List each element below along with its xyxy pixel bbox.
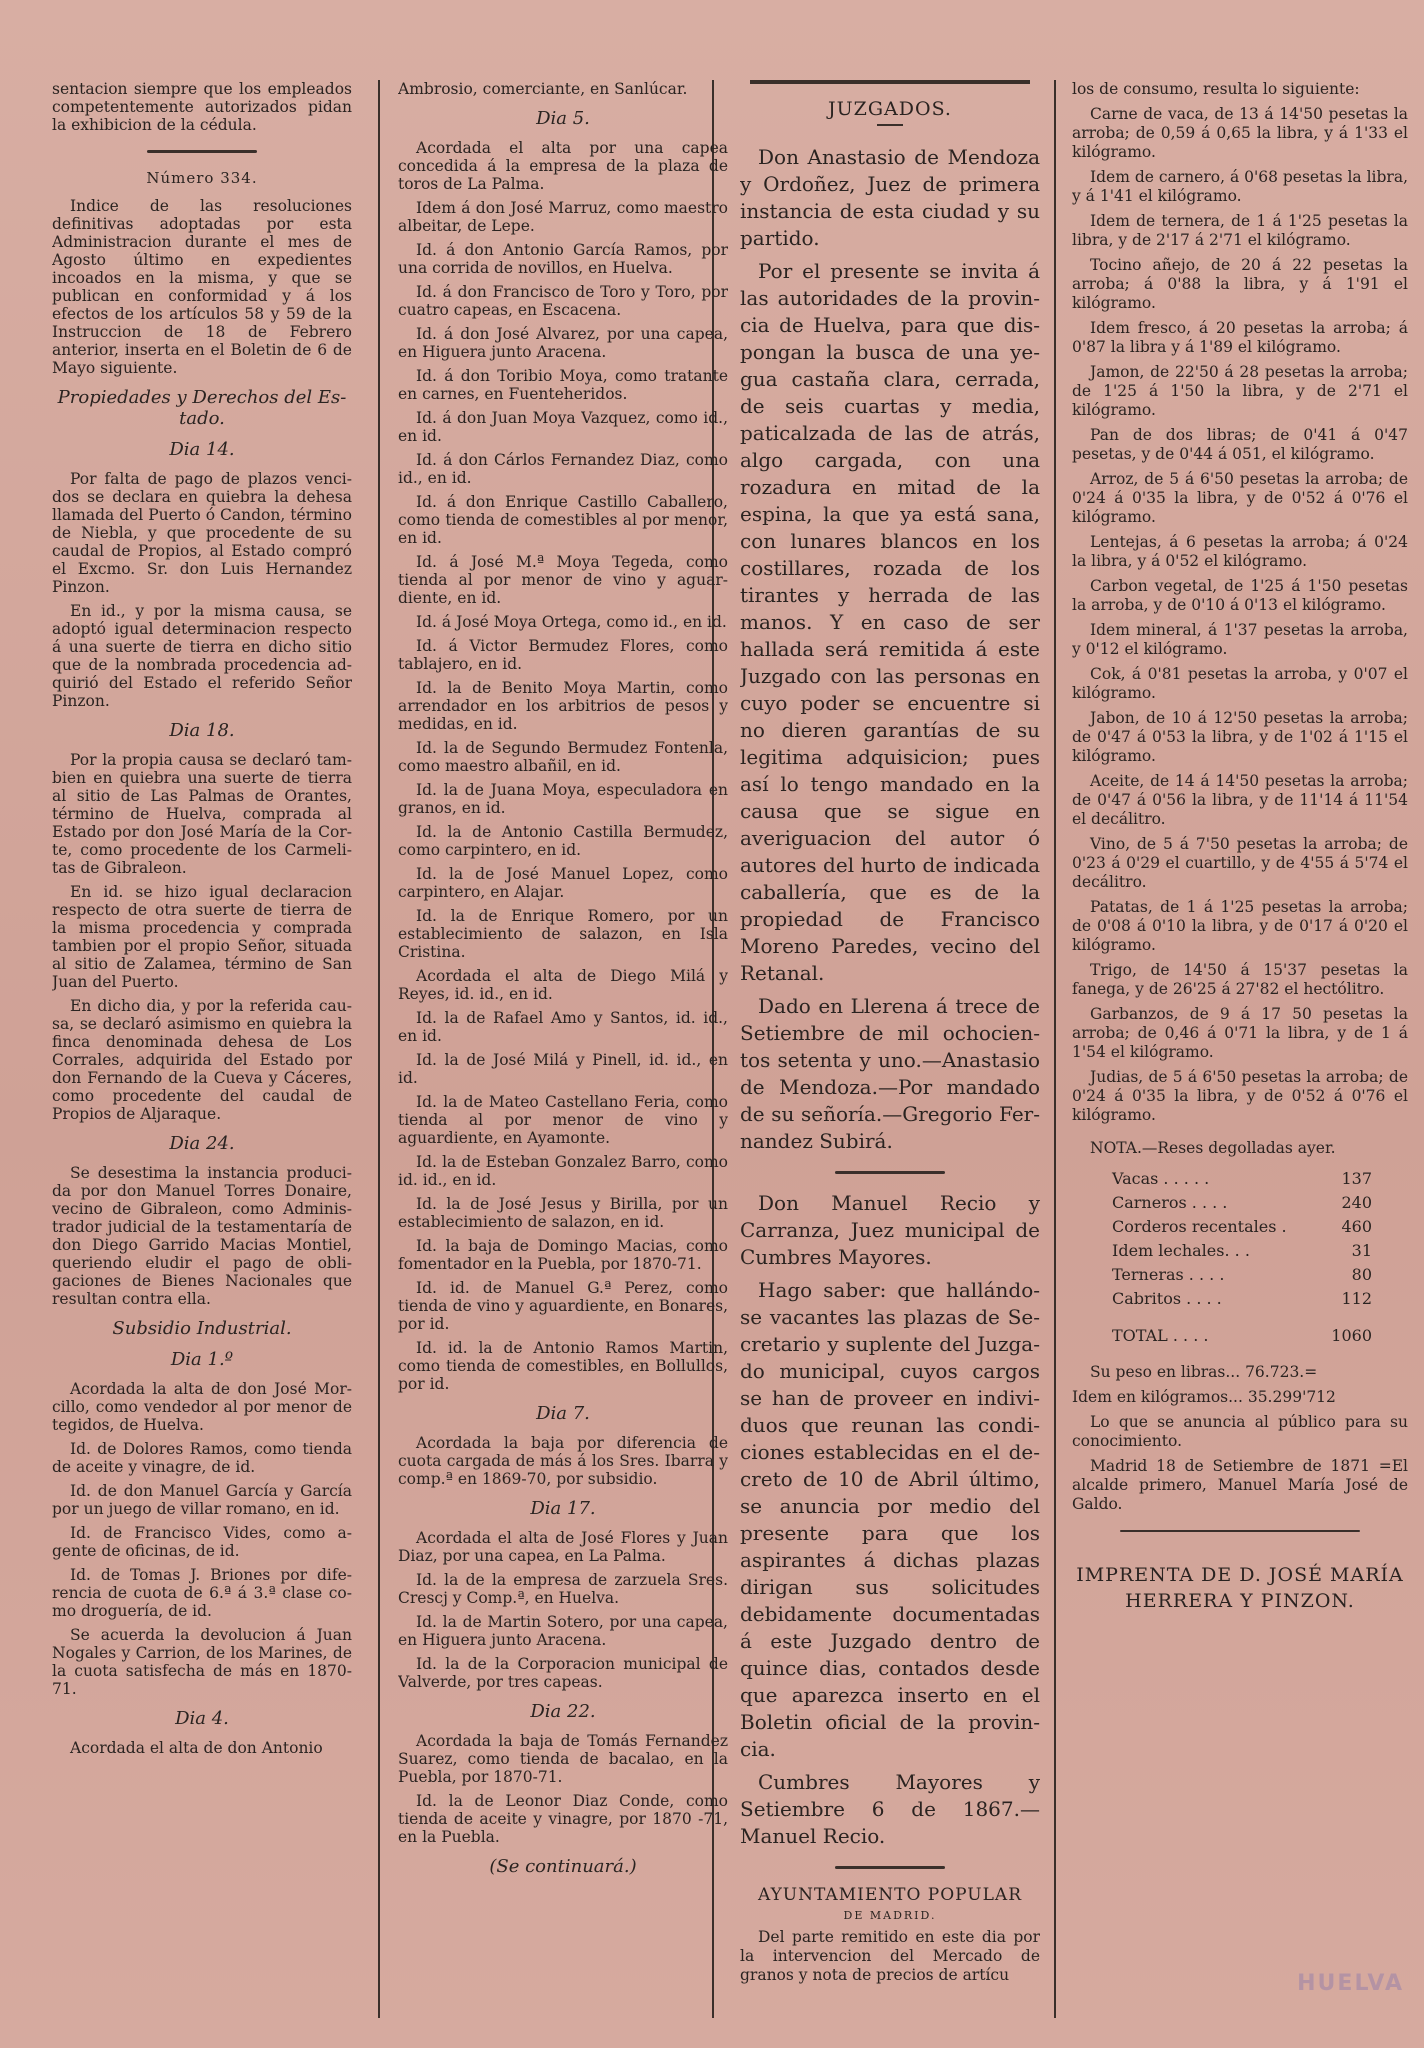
paragraph: Id. la de José Jesus y Birilla, por un establecimiento de salazon, en id.	[398, 1195, 728, 1231]
paragraph: Ambrosio, comerciante, en Sanlúcar.	[398, 80, 688, 98]
column-rule	[378, 80, 380, 2018]
section-heading: Subsidio Industrial.	[112, 1318, 292, 1339]
paragraph: Del parte remitido en este dia por la intervencion del Mercado de granos y nota de precios de artícu	[740, 1928, 1040, 1984]
paragraph: sentacion siempre que los empleados competentemente autorizados pidan la exhibicion de la cédula.	[52, 80, 352, 134]
paragraph: los de consumo, resulta lo siguiente:	[1072, 80, 1360, 98]
table-row	[1112, 1166, 1372, 1190]
paragraph: Lo que se anuncia al público para su conocimiento.	[1072, 1413, 1408, 1450]
table-row	[1112, 1238, 1372, 1262]
paragraph: Indice de las resoluciones definitivas adoptadas por esta Administracion durante el mes de Agosto último en expedientes incoados en la misma, y que se publican en conformidad y á los efectos de los artículos 58 y 59 de la Instruccion de 18 de Febrero anterior, inserta en el Boletin de 6 de Mayo siguiente.	[52, 197, 352, 377]
paragraph: Id. la de Juana Moya, especuladora en granos, en id.	[398, 781, 728, 817]
table-row	[1112, 1214, 1372, 1238]
price-item: Pan de dos libras; de 0'41 á 0'47 pesetas, y de 0'44 á 051, el kilógramo.	[1072, 426, 1408, 463]
paragraph: Id. la de Martin Sotero, por una capea, en Higuera junto Aracena.	[398, 1613, 728, 1649]
price-item: Tocino añejo, de 20 á 22 pesetas la arroba; á 0'88 la libra, y á 1'91 el kilógramo.	[1072, 256, 1408, 312]
paragraph: Acordada el alta de Diego Milá y Reyes, id. id., en id.	[398, 967, 728, 1003]
day-heading: Dia 22.	[530, 1701, 596, 1722]
paragraph: Id. la de José Manuel Lopez, como carpintero, en Alajar.	[398, 865, 728, 901]
column-2	[398, 80, 728, 2008]
paragraph: Idem á don José Marruz, como maestro albeitar, de Lepe.	[398, 199, 728, 235]
column-1	[52, 80, 352, 2008]
paragraph: Acordada la alta de don José Morcillo, como vendedor al por menor de tegidos, de Huelva.	[52, 1380, 352, 1434]
paragraph: En dicho dia, y por la referida causa, se declaró asimismo en quiebra la finca denominada dehesa de Los Corrales, adquirida del Estado por don Fernando de la Cueva y Cáceres, como procedente del caudal de Propios de Aljaraque.	[52, 997, 352, 1123]
paragraph: Cumbres Mayores y Setiembre 6 de 1867.—Manuel Recio.	[740, 1770, 1040, 1848]
row-label: Idem lechales. . .	[1112, 1240, 1250, 1260]
paragraph: Id. la de Enrique Romero, por un establecimiento de salazon, en Isla Cristina.	[398, 907, 728, 961]
price-item: Carbon vegetal, de 1'25 á 1'50 pesetas la arroba, y de 0'10 á 0'13 el kilógramo.	[1072, 577, 1408, 614]
paragraph: Id. la de la empresa de zarzuela Sres. Crescj y Comp.ª, en Huelva.	[398, 1571, 728, 1607]
paragraph: Id. á don Toribio Moya, como tratante en carnes, en Fuenteheridos.	[398, 367, 728, 403]
paragraph: Por el presente se invita á las autoridades de la provincia de Huelva, para que dispongan la busca de una yegua castaña clara, cerrada, de seis cuartas y media, paticalzada de las de atrás, algo cargada, con una rozadura en mitad de la espina, la que ya está sana, con lunares blancos en los costillares, rozada de los tirantes y herrada de las manos. Y en caso de ser hallada será remitida á este Juzgado con las personas en cuyo poder se encuentre si no dieren garantías de su legitima adquisicion; pues así lo tengo mandado en la causa que se sigue en averiguacion del autor ó autores del hurto de indicada caballería, que es de la propiedad de Francisco Moreno Paredes, vecino del Retanal.	[740, 259, 1040, 985]
paragraph: Dado en Llerena á trece de Setiembre de mil ochocientos setenta y uno.—Anastasio de Mendoza.—Por mandado de su señoría.—Gregorio Fernandez Subirá.	[740, 994, 1040, 1153]
row-label: Cabritos . . . .	[1112, 1288, 1222, 1308]
section-number: Número 334.	[146, 169, 258, 187]
paragraph: Id. á don Cárlos Fernandez Diaz, como id., en id.	[398, 451, 728, 487]
paragraph: Hago saber: que hallándose vacantes las plazas de Secretario y suplente del Juzgado municipal, cuyos cargos se han de proveer en individuos que reunan las condiciones establecidas en el decreto de 10 de Abril último, se anuncia por medio del presente para que los aspirantes á dichas plazas dirigan sus solicitudes debidamente documentadas á este Juzgado dentro de quince dias, contados desde que aparezca inserto en el Boletin oficial de la provincia.	[740, 1278, 1040, 1761]
sub-heading: DE MADRID.	[843, 1909, 937, 1922]
top-rule	[750, 80, 1030, 84]
price-item: Cok, á 0'81 pesetas la arroba, y 0'07 el kilógramo.	[1072, 665, 1408, 702]
row-count: 31	[1351, 1240, 1372, 1260]
price-item: Idem fresco, á 20 pesetas la arroba; á 0'87 la libra y á 1'89 el kilógramo.	[1072, 319, 1408, 356]
paragraph: Id. la de Esteban Gonzalez Barro, como id. id., en id.	[398, 1153, 728, 1189]
paragraph: Id. á don Antonio García Ramos, por una corrida de novillos, en Huelva.	[398, 241, 728, 277]
paragraph: Id. á Victor Bermudez Flores, como tablajero, en id.	[398, 637, 728, 673]
paragraph: Id. de Dolores Ramos, como tienda de aceite y vinagre, de id.	[52, 1440, 352, 1476]
row-count: 112	[1341, 1288, 1372, 1308]
price-item: Lentejas, á 6 pesetas la arroba; á 0'24 la libra, y á 0'52 el kilógramo.	[1072, 533, 1408, 570]
paragraph: Id. á José Moya Ortega, como id., en id.	[416, 613, 727, 631]
table-row	[1112, 1286, 1372, 1310]
price-item: Trigo, de 14'50 á 15'37 pesetas la fanega, y de 26'25 á 27'82 el hectólitro.	[1072, 961, 1408, 998]
ornament-rule	[1120, 1530, 1360, 1532]
paragraph: Por falta de pago de plazos vencidos se declara en quiebra la dehesa llamada del Puerto ó Candon, término de Niebla, y que procedente de su caudal de Propios, al Estado compró el Excmo. Sr. don Luis Hernandez Pinzon.	[52, 470, 352, 596]
paragraph: Acordada el alta de don Antonio	[70, 1739, 323, 1757]
day-heading: Dia 14.	[169, 439, 235, 460]
day-heading: Dia 4.	[175, 1708, 229, 1729]
table-row	[1112, 1190, 1372, 1214]
paragraph: Don Manuel Recio y Carranza, Juez municipal de Cumbres Mayores.	[740, 1191, 1040, 1269]
day-heading: Dia 24.	[169, 1133, 235, 1154]
paragraph: Se desestima la instancia producida por don Manuel Torres Donaire, vecino de Gibraleon, como Administrador judicial de la testamentaría de don Diego Garrido Macias Montiel, queriendo eludir el pago de obligaciones de Bienes Nacionales que resultan contra ella.	[52, 1164, 352, 1308]
total-label: TOTAL . . . .	[1112, 1325, 1209, 1345]
ornament-rule	[835, 1866, 945, 1869]
row-count: 240	[1341, 1192, 1372, 1212]
paragraph: Acordada la baja por diferencia de cuota cargada de más á los Sres. Ibarra y comp.ª en 1869-70, por subsidio.	[398, 1434, 728, 1488]
paragraph: Id. la de Rafael Amo y Santos, id. id., en id.	[398, 1009, 728, 1045]
row-label: Carneros . . . .	[1112, 1192, 1228, 1212]
price-item: Jamon, de 22'50 á 28 pesetas la arroba; de 1'25 á 1'50 la libra, y de 2'71 el kilógramo.	[1072, 363, 1408, 419]
total-row	[1112, 1310, 1372, 1347]
day-heading: Dia 5.	[536, 108, 590, 129]
paragraph: Id. á don Enrique Castillo Caballero, como tienda de comestibles al por menor, en id.	[398, 493, 728, 547]
continuation-note: (Se continuará.)	[489, 1856, 637, 1877]
day-heading: Dia 1.º	[170, 1349, 234, 1370]
paragraph: Id. á José M.ª Moya Tegeda, como tienda al por menor de vino y aguardiente, en id.	[398, 553, 728, 607]
signature-block: Madrid 18 de Setiembre de 1871 =El alcalde primero, Manuel María José de Galdo.	[1072, 1457, 1408, 1513]
paragraph: Id. la de Antonio Castilla Bermudez, como carpintero, en id.	[398, 823, 728, 859]
paragraph: Id. á don Francisco de Toro y Toro, por cuatro capeas, en Escacena.	[398, 283, 728, 319]
paragraph: Id. la de Leonor Diaz Conde, como tienda de aceite y vinagre, por 1870 -71, en la Puebla.	[398, 1792, 728, 1846]
row-label: Corderos recentales .	[1112, 1216, 1287, 1236]
price-item: Jabon, de 10 á 12'50 pesetas la arroba; de 0'47 á 0'53 la libra, y de 1'02 á 1'15 el kilógramo.	[1072, 709, 1408, 765]
paragraph: En id., y por la misma causa, se adoptó igual determinacion respecto á una suerte de tierra en dicho sitio que de la nombrada procedencia adquirió del Estado el referido Señor Pinzon.	[52, 602, 352, 710]
price-item: Idem de carnero, á 0'68 pesetas la libra, y á 1'41 el kilógramo.	[1072, 168, 1408, 205]
section-heading: JUZGADOS.	[828, 98, 952, 120]
row-count: 137	[1341, 1168, 1372, 1188]
reses-table	[1112, 1166, 1372, 1347]
paragraph: Id. á don José Alvarez, por una capea, en Higuera junto Aracena.	[398, 325, 728, 361]
price-item: Carne de vaca, de 13 á 14'50 pesetas la arroba; de 0,59 á 0,65 la libra, y á 1'33 el kilógramo.	[1072, 105, 1408, 161]
row-count: 80	[1351, 1264, 1372, 1284]
paragraph: En id. se hizo igual declaracion respecto de otra suerte de tierra de la misma procedencia y comprada tambien por el propio Señor, situada al sitio de Zalamea, término de San Juan del Puerto.	[52, 883, 352, 991]
ornament-rule	[147, 150, 257, 153]
paragraph: Id. de don Manuel García y García por un juego de villar romano, en id.	[52, 1482, 352, 1518]
paragraph: Acordada la baja de Tomás Fernandez Suarez, como tienda de bacalao, en la Puebla, por 1870-71.	[398, 1732, 728, 1786]
paragraph: Id. la baja de Domingo Macias, como fomentador en la Puebla, por 1870-71.	[398, 1237, 728, 1273]
short-rule	[877, 124, 903, 126]
paragraph: Id. de Francisco Vides, como agente de oficinas, de id.	[52, 1524, 352, 1560]
total-count: 1060	[1331, 1325, 1372, 1345]
price-item: Vino, de 5 á 7'50 pesetas la arroba; de 0'23 á 0'29 el cuartillo, y de 4'55 á 5'74 el decálitro.	[1072, 835, 1408, 891]
column-rule	[1054, 80, 1056, 2018]
price-item: Garbanzos, de 9 á 17 50 pesetas la arroba; de 0,46 á 0'71 la libra, y de 1 á 1'54 el kilógramo.	[1072, 1005, 1408, 1061]
paragraph: Id. de Tomas J. Briones por diferencia de cuota de 6.ª á 3.ª clase como droguería, de id.	[52, 1566, 352, 1620]
day-heading: Dia 7.	[536, 1403, 590, 1424]
paragraph: Id. la de Benito Moya Martin, como arrendador en los arbitrios de pesos y medidas, en id.	[398, 679, 728, 733]
paragraph: Id. á don Juan Moya Vazquez, como id., en id.	[398, 409, 728, 445]
paragraph: Se acuerda la devolucion á Juan Nogales y Carrion, de los Marines, de la cuota satisfecha de más en 1870-71.	[52, 1626, 352, 1698]
paragraph: Por la propia causa se declaró tambien en quiebra una suerte de tierra al sitio de Las Palmas de Orantes, término de Huelva, comprada al Estado por don José María de la Corte, como procedente de los Carmelitas de Gibraleon.	[52, 751, 352, 877]
day-heading: Dia 18.	[169, 720, 235, 741]
price-item: Idem mineral, á 1'37 pesetas la arroba, y 0'12 el kilógramo.	[1072, 621, 1408, 658]
price-item: Aceite, de 14 á 14'50 pesetas la arroba; de 0'47 á 0'56 la libra, y de 11'14 á 11'54 el decálitro.	[1072, 772, 1408, 828]
paragraph: Id. la de Segundo Bermudez Fontenla, como maestro albañil, en id.	[398, 739, 728, 775]
paragraph: Id. id. la de Antonio Ramos Martin, como tienda de comestibles, en Bollullos, por id.	[398, 1339, 728, 1393]
price-item: Idem de ternera, de 1 á 1'25 pesetas la libra, y de 2'17 á 2'71 el kilógramo.	[1072, 212, 1408, 249]
section-heading: AYUNTAMIENTO POPULAR	[758, 1885, 1022, 1905]
price-item: Patatas, de 1 á 1'25 pesetas la arroba; de 0'08 á 0'10 la libra, y de 0'17 á 0'20 el kilógramo.	[1072, 898, 1408, 954]
row-label: Terneras . . . .	[1112, 1264, 1225, 1284]
paragraph: Acordada el alta de José Flores y Juan Diaz, por una capea, en La Palma.	[398, 1529, 728, 1565]
section-heading: Propiedades y Derechos del Estado.	[57, 387, 347, 429]
paragraph: Idem en kilógramos... 35.299'712	[1072, 1388, 1336, 1406]
table-row	[1112, 1262, 1372, 1286]
price-item: Judias, de 5 á 6'50 pesetas la arroba; de 0'24 á 0'35 la libra, y de 0'52 á 0'76 el kilógramo.	[1072, 1068, 1408, 1124]
paragraph: Id. id. de Manuel G.ª Perez, como tienda de vino y aguardiente, en Bonares, por id.	[398, 1279, 728, 1333]
library-stamp: HUELVA	[1297, 1971, 1404, 1996]
imprint: IMPRENTA DE D. JOSÉ MARÍA HERRERA Y PINZON.	[1076, 1564, 1404, 1612]
paragraph: Id. la de José Milá y Pinell, id. id., en id.	[398, 1051, 728, 1087]
ornament-rule	[835, 1171, 945, 1174]
price-item: Arroz, de 5 á 6'50 pesetas la arroba; de 0'24 á 0'35 la libra, y de 0'52 á 0'76 el kilógramo.	[1072, 470, 1408, 526]
day-heading: Dia 17.	[530, 1498, 596, 1519]
paragraph: Acordada el alta por una capea concedida á la empresa de la plaza de toros de La Palma.	[398, 139, 728, 193]
row-count: 460	[1341, 1216, 1372, 1236]
column-4	[1072, 80, 1408, 2008]
paragraph: Don Anastasio de Mendoza y Ordoñez, Juez de primera instancia de esta ciudad y su partido.	[740, 145, 1040, 250]
paragraph: Id. la de la Corporacion municipal de Valverde, por tres capeas.	[398, 1655, 728, 1691]
row-label: Vacas . . . . .	[1112, 1168, 1210, 1188]
column-3	[740, 80, 1040, 2008]
paragraph: Su peso en libras... 76.723.=	[1090, 1363, 1318, 1381]
nota-heading: NOTA.—Reses degolladas ayer.	[1090, 1139, 1336, 1157]
paragraph: Id. la de Mateo Castellano Feria, como tienda al por menor de vino y aguardiente, en Ayamonte.	[398, 1093, 728, 1147]
